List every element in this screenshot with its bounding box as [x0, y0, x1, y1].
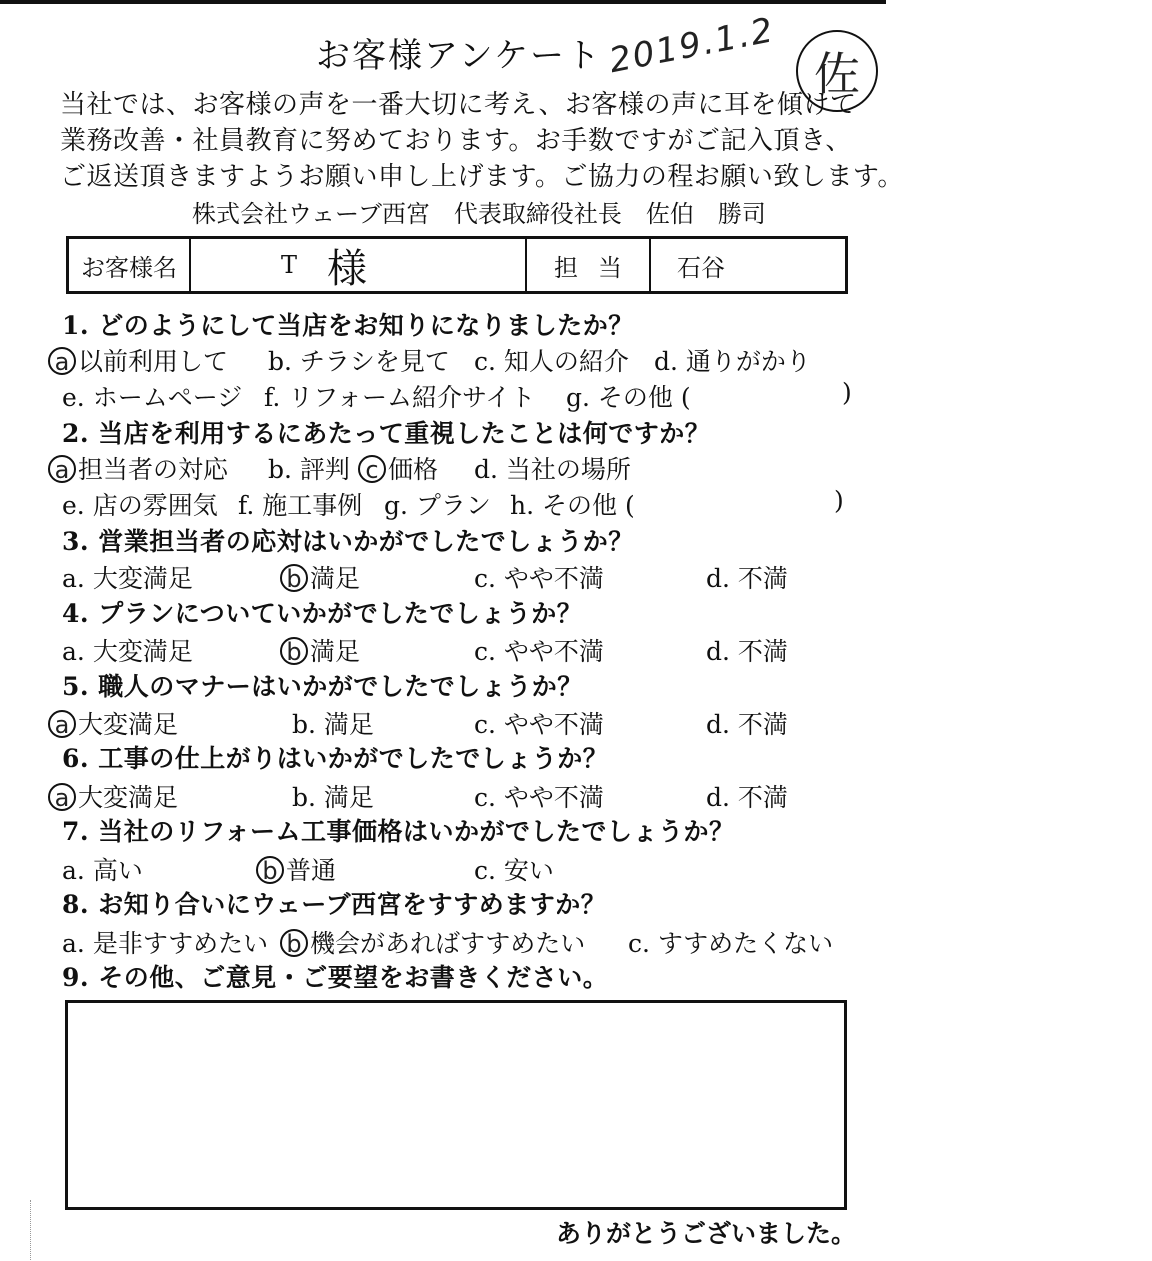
q1-option-d[interactable] [654, 342, 811, 378]
customer-name-label: お客様名 [69, 239, 191, 291]
option-label: 不満 [737, 637, 788, 666]
option-label: 大変満足 [92, 637, 193, 666]
question-1-text: 1. どのようにして当店をお知りになりましたか？ [62, 311, 634, 340]
option-label: 安い [503, 856, 554, 885]
option-marker: f. [238, 491, 255, 520]
question-6-text: 6. 工事の仕上がりはいかがでしたでしょうか？ [62, 744, 609, 773]
option-marker: c. [474, 710, 496, 739]
staff-label: 担当 [527, 239, 651, 291]
option-marker: e. [62, 491, 85, 520]
option-label: 施工事例 [262, 491, 363, 520]
q1-option-b[interactable] [268, 342, 450, 378]
intro-line-3: ご返送頂きますようお願い申し上げます。ご協力の程お願い致します。 [60, 162, 904, 192]
circled-marker: b [280, 637, 308, 665]
option-marker: b. [268, 347, 292, 376]
other-paren-close: ) [834, 486, 844, 515]
comment-box[interactable] [65, 1000, 847, 1210]
q5-option-b[interactable] [292, 705, 374, 741]
staff-name-field[interactable] [651, 239, 845, 291]
circled-marker: a [48, 710, 76, 738]
option-label: 評判 [299, 455, 350, 484]
option-marker: d. [706, 564, 730, 593]
question-8-text: 8. お知り合いにウェーブ西宮をすすめますか？ [62, 890, 607, 919]
option-label: やや不満 [503, 783, 604, 812]
q6-option-b[interactable] [292, 778, 374, 814]
q1-option-f[interactable] [264, 378, 535, 414]
option-label: 是非すすめたい [92, 929, 269, 958]
option-marker: c. [474, 347, 496, 376]
option-marker: d. [706, 783, 730, 812]
q6-option-a[interactable] [48, 778, 178, 814]
intro-line-2: 業務改善・社員教育に努めております。お手数ですがご記入頂き、 [60, 126, 852, 156]
q4-option-a[interactable] [62, 632, 193, 668]
other-paren-close: ) [842, 378, 852, 407]
q7-option-a[interactable] [62, 851, 143, 887]
option-label: 当社の場所 [505, 455, 631, 484]
q3-option-c[interactable] [474, 559, 604, 595]
option-label: 以前利用して [78, 347, 229, 376]
q2-option-h[interactable] [510, 486, 635, 522]
q4-option-b[interactable] [280, 632, 360, 668]
q2-option-b[interactable] [268, 450, 350, 486]
option-label: ホームページ [92, 383, 243, 412]
circled-marker: b [256, 856, 284, 884]
q5-option-a[interactable] [48, 705, 178, 741]
company-signature: 株式会社ウェーブ西宮 代表取締役社長 佐伯 勝司 [192, 200, 766, 228]
customer-name-value: T [281, 251, 298, 279]
q2-option-e[interactable] [62, 486, 218, 522]
staff-name-value: 石谷 [677, 253, 725, 282]
question-3-text: 3. 営業担当者の応対はいかがでしたでしょうか？ [62, 527, 634, 556]
scan-artifact [30, 1200, 33, 1260]
option-marker: d. [706, 637, 730, 666]
question-2-text: 2. 当店を利用するにあたって重視したことは何ですか？ [62, 419, 711, 448]
option-label: 満足 [323, 710, 374, 739]
q7-option-c[interactable] [474, 851, 554, 887]
option-label: 不満 [737, 710, 788, 739]
option-marker: c. [628, 929, 650, 958]
q1-option-c[interactable] [474, 342, 629, 378]
option-marker: a. [62, 929, 85, 958]
q2-option-d[interactable] [474, 450, 631, 486]
option-marker: e. [62, 383, 85, 412]
option-marker: a. [62, 637, 85, 666]
option-label: 満足 [310, 637, 361, 666]
circled-marker: a [48, 347, 76, 375]
q7-option-b[interactable] [256, 851, 336, 887]
q2-option-c[interactable] [358, 450, 438, 486]
option-label: その他 ( [597, 383, 691, 412]
q3-option-d[interactable] [706, 559, 788, 595]
option-label: リフォーム紹介サイト [288, 383, 536, 412]
survey-title: お客様アンケート [316, 36, 602, 76]
option-marker: a. [62, 564, 85, 593]
option-label: 店の雰囲気 [92, 491, 218, 520]
customer-info-table [66, 236, 848, 294]
option-marker: c. [474, 564, 496, 593]
seal-stamp: 佐 [796, 30, 878, 112]
option-marker: f. [264, 383, 281, 412]
circled-marker: b [280, 564, 308, 592]
option-marker: g. [384, 491, 408, 520]
option-marker: c. [474, 783, 496, 812]
q4-option-d[interactable] [706, 632, 788, 668]
question-9-text: 9. その他、ご意見・ご要望をお書きください。 [62, 963, 609, 992]
option-label: 満足 [310, 564, 361, 593]
question-7-text: 7. 当社のリフォーム工事価格はいかがでしたでしょうか？ [62, 817, 735, 846]
option-label: 不満 [737, 564, 788, 593]
q5-option-c[interactable] [474, 705, 604, 741]
option-marker: d. [706, 710, 730, 739]
option-marker: b. [292, 710, 316, 739]
option-label: 大変満足 [78, 783, 179, 812]
question-5-text: 5. 職人のマナーはいかがでしたでしょうか？ [62, 672, 583, 701]
option-label: 機会があればすすめたい [310, 929, 586, 958]
q5-option-d[interactable] [706, 705, 788, 741]
option-label: 価格 [388, 455, 439, 484]
option-marker: d. [474, 455, 498, 484]
option-label: 満足 [323, 783, 374, 812]
q8-option-a[interactable] [62, 924, 268, 960]
circled-marker: a [48, 455, 76, 483]
top-border-line [0, 0, 886, 4]
option-label: やや不満 [503, 637, 604, 666]
circled-marker: b [280, 929, 308, 957]
option-label: その他 ( [542, 491, 635, 520]
q8-option-b[interactable] [280, 924, 585, 960]
option-label: 通りがかり [685, 347, 811, 376]
q1-option-g[interactable] [566, 378, 691, 414]
circled-marker: c [358, 455, 386, 483]
q3-option-b[interactable] [280, 559, 360, 595]
option-label: プラン [415, 491, 491, 520]
option-label: やや不満 [503, 710, 604, 739]
option-marker: b. [268, 455, 292, 484]
customer-name-suffix: 様 [327, 245, 368, 292]
q2-option-g[interactable] [384, 486, 491, 522]
option-label: 普通 [286, 856, 337, 885]
option-marker: d. [654, 347, 678, 376]
option-marker: b. [292, 783, 316, 812]
question-4-text: 4. プランについていかがでしたでしょうか？ [62, 599, 583, 628]
q1-option-e[interactable] [62, 378, 242, 414]
option-label: 大変満足 [78, 710, 179, 739]
option-marker: c. [474, 637, 496, 666]
thanks-message: ありがとうございました。 [556, 1219, 857, 1248]
option-marker: h. [510, 491, 535, 520]
q4-option-c[interactable] [474, 632, 604, 668]
option-label: やや不満 [503, 564, 604, 593]
option-label: 担当者の対応 [78, 455, 229, 484]
option-label: チラシを見て [299, 347, 450, 376]
option-marker: g. [566, 383, 590, 412]
option-label: 知人の紹介 [503, 347, 629, 376]
option-marker: c. [474, 856, 496, 885]
option-label: 高い [92, 856, 143, 885]
handwritten-date: 2019.1.2 [606, 10, 778, 82]
q1-option-a[interactable] [48, 342, 228, 378]
option-label: 不満 [737, 783, 788, 812]
q6-option-d[interactable] [706, 778, 788, 814]
intro-line-1: 当社では、お客様の声を一番大切に考え、お客様の声に耳を傾けて [60, 90, 857, 120]
q2-option-a[interactable] [48, 450, 228, 486]
customer-name-field[interactable] [191, 239, 527, 291]
q3-option-a[interactable] [62, 559, 193, 595]
q6-option-c[interactable] [474, 778, 604, 814]
option-label: 大変満足 [92, 564, 193, 593]
option-label: すすめたくない [657, 929, 834, 958]
option-marker: a. [62, 856, 85, 885]
q2-option-f[interactable] [238, 486, 362, 522]
q8-option-c[interactable] [628, 924, 833, 960]
circled-marker: a [48, 783, 76, 811]
